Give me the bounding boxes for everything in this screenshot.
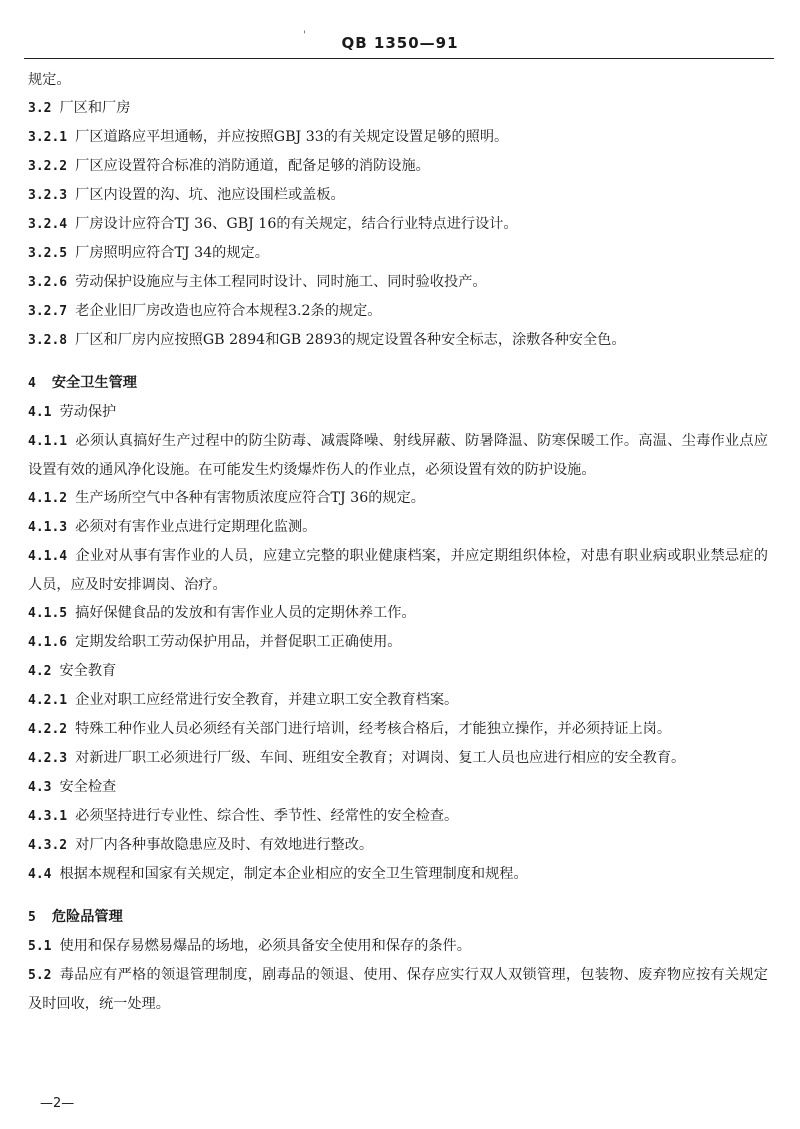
clause-line <box>28 744 768 773</box>
clause-number: 4.1.4 <box>28 549 68 564</box>
clause-text: 使用和保存易燃易爆品的场地，必须具备安全使用和保存的条件。 <box>59 938 471 954</box>
clause-line <box>28 628 768 657</box>
clause-text: 厂区应设置符合标准的消防通道，配备足够的消防设施。 <box>75 158 430 174</box>
clause-text: 老企业旧厂房改造也应符合本规程3.2条的规定。 <box>75 303 382 319</box>
clause-number: 3.2.4 <box>28 217 68 232</box>
clause-line <box>28 831 768 860</box>
clause-line <box>28 599 768 628</box>
clause-number: 4.1.2 <box>28 491 68 506</box>
clause-number: 4.1 <box>28 405 52 420</box>
clause-number: 4.2.2 <box>28 722 68 737</box>
clause-line <box>28 66 768 94</box>
clause-text: 对厂内各种事故隐患应及时、有效地进行整改。 <box>75 837 374 853</box>
clause-number: 3.2.7 <box>28 304 68 319</box>
clause-text: 特殊工种作业人员必须经有关部门进行培训，经考核合格后，才能独立操作，并必须持证上岗。 <box>75 721 672 737</box>
clause-line <box>28 427 768 484</box>
clause-line <box>28 773 768 802</box>
clause-text: 安全检查 <box>59 779 117 795</box>
clause-number: 4.3.1 <box>28 809 68 824</box>
clause-number: 4.3 <box>28 780 52 795</box>
clause-number: 4.1.5 <box>28 606 68 621</box>
clause-text: 搞好保健食品的发放和有害作业人员的定期休养工作。 <box>75 605 416 621</box>
clause-text: 规定。 <box>28 72 71 88</box>
clause-number: 3.2 <box>28 101 52 116</box>
clause-text: 劳动保护 <box>59 404 117 420</box>
standard-code: QB 1350—91 <box>341 34 459 52</box>
clause-line <box>28 210 768 239</box>
clause-number: 4 <box>28 376 36 391</box>
clause-line <box>28 657 768 686</box>
clause-line <box>28 961 768 1018</box>
clause-number: 5.1 <box>28 939 52 954</box>
clause-text: 必须认真搞好生产过程中的防尘防毒、减震降噪、射线屏蔽、防暑降温、防寒保暖工作。高温、尘毒作业点应设置有效的通风净化设施。在可能发生灼烫爆炸伤人的作业点，必须设置有效的防护设施。 <box>28 433 768 478</box>
clause-line <box>28 860 768 889</box>
clause-line <box>28 513 768 542</box>
clause-line <box>28 239 768 268</box>
clause-text: 对新进厂职工必须进行厂级、车间、班组安全教育；对调岗、复工人员也应进行相应的安全教育。 <box>75 750 686 766</box>
clause-line <box>28 932 768 961</box>
clause-text: 毒品应有严格的领退管理制度，剧毒品的领退、使用、保存应实行双人双锁管理，包装物、废弃物应按有关规定及时回收，统一处理。 <box>28 967 768 1012</box>
clause-line <box>28 181 768 210</box>
clause-line <box>28 542 768 599</box>
clause-text: 劳动保护设施应与主体工程同时设计、同时施工、同时验收投产。 <box>75 274 487 290</box>
clause-text: 厂区道路应平坦通畅，并应按照GBJ 33的有关规定设置足够的照明。 <box>75 129 509 145</box>
clause-text: 定期发给职工劳动保护用品，并督促职工正确使用。 <box>75 634 402 650</box>
clause-text: 必须坚持进行专业性、综合性、季节性、经常性的安全检查。 <box>75 808 459 824</box>
clause-number: 4.2.3 <box>28 751 68 766</box>
clause-text: 厂房设计应符合TJ 36、GBJ 16的有关规定，结合行业特点进行设计。 <box>75 216 518 232</box>
clause-number: 3.2.3 <box>28 188 68 203</box>
page-number: —2— <box>40 1096 75 1111</box>
clause-line <box>28 94 768 123</box>
section-title: 危险品管理 <box>51 909 123 925</box>
clause-number: 3.2.2 <box>28 159 68 174</box>
clause-number: 3.2.8 <box>28 333 68 348</box>
clause-text: 企业对从事有害作业的人员，应建立完整的职业健康档案，并应定期组织体检，对患有职业病或职业禁忌症的人员，应及时安排调岗、治疗。 <box>28 548 768 593</box>
document-body <box>28 66 768 1018</box>
header-rule <box>24 58 774 59</box>
clause-text: 厂区和厂房内应按照GB 2894和GB 2893的规定设置各种安全标志，涂敷各种安全色。 <box>75 332 626 348</box>
clause-line <box>28 268 768 297</box>
clause-number: 3.2.6 <box>28 275 68 290</box>
clause-line <box>28 297 768 326</box>
clause-line <box>28 802 768 831</box>
clause-text: 生产场所空气中各种有害物质浓度应符合TJ 36的规定。 <box>75 490 425 506</box>
section-heading <box>28 903 768 932</box>
clause-number: 4.1.3 <box>28 520 68 535</box>
clause-line <box>28 123 768 152</box>
clause-text: 厂房照明应符合TJ 34的规定。 <box>75 245 269 261</box>
clause-line <box>28 715 768 744</box>
clause-number: 5 <box>28 910 36 925</box>
clause-line <box>28 152 768 181</box>
section-heading <box>28 369 768 398</box>
clause-number: 4.3.2 <box>28 838 68 853</box>
clause-number: 4.1.1 <box>28 434 68 449</box>
clause-line <box>28 484 768 513</box>
clause-line <box>28 326 768 355</box>
clause-text: 根据本规程和国家有关规定，制定本企业相应的安全卫生管理制度和规程。 <box>59 866 528 882</box>
clause-text: 安全教育 <box>59 663 117 679</box>
clause-number: 4.1.6 <box>28 635 68 650</box>
header-tick-mark: ' <box>303 30 306 41</box>
clause-number: 5.2 <box>28 968 52 983</box>
clause-line <box>28 398 768 427</box>
clause-text: 企业对职工应经常进行安全教育，并建立职工安全教育档案。 <box>75 692 459 708</box>
clause-number: 4.4 <box>28 867 52 882</box>
clause-number: 3.2.1 <box>28 130 68 145</box>
clause-text: 必须对有害作业点进行定期理化监测。 <box>75 519 317 535</box>
clause-line <box>28 686 768 715</box>
section-title: 安全卫生管理 <box>51 375 137 391</box>
clause-number: 3.2.5 <box>28 246 68 261</box>
clause-number: 4.2 <box>28 664 52 679</box>
clause-text: 厂区和厂房 <box>59 100 131 116</box>
clause-text: 厂区内设置的沟、坑、池应设围栏或盖板。 <box>75 187 345 203</box>
clause-number: 4.2.1 <box>28 693 68 708</box>
